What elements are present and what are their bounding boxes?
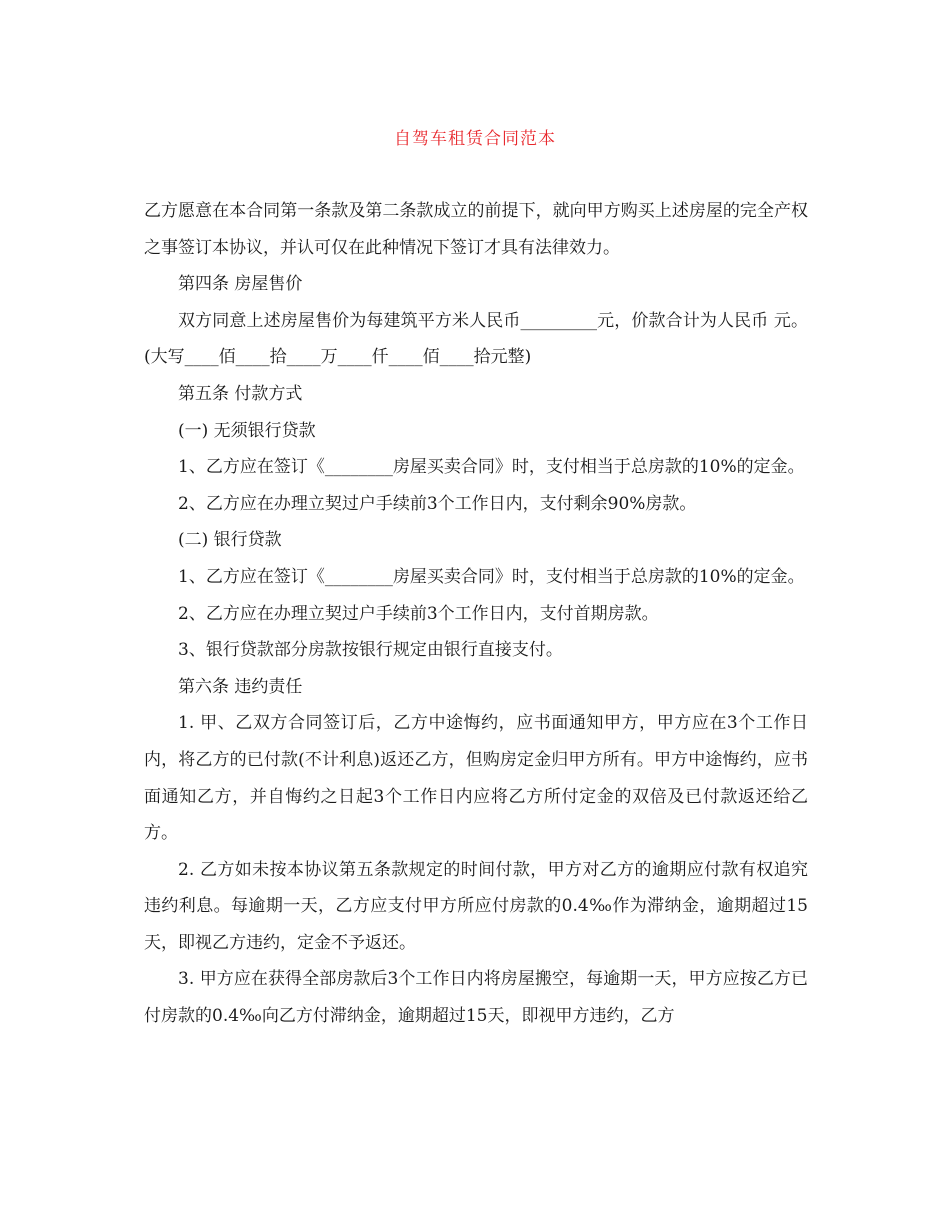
paragraph-breach-3: 3. 甲方应在获得全部房款后3个工作日内将房屋搬空，每逾期一天，甲方应按乙方已付房款的0.4‰向乙方付滞纳金，逾期超过15天，即视甲方违约，乙方 (144, 969, 808, 1027)
article-4-heading: 第四条 房屋售价 (178, 274, 303, 295)
document-title: 自驾车租赁合同范本 (394, 129, 556, 149)
article-6-heading: 第六条 违约责任 (178, 676, 303, 697)
paragraph-loan-2: 2、乙方应在办理立契过户手续前3个工作日内，支付首期房款。 (178, 603, 659, 624)
section-no-loan-heading: (一) 无须银行贷款 (178, 420, 316, 441)
paragraph-breach-2: 2. 乙方如未按本协议第五条款规定的时间付款，甲方对乙方的逾期应付款有权追究违约利息。每逾期一天，乙方应支付甲方所应付房款的0.4‰作为滞纳金，逾期超过15天，即视乙方违约，定金不予返还。 (144, 859, 808, 953)
paragraph-no-loan-2: 2、乙方应在办理立契过户手续前3个工作日内，支付剩余90%房款。 (178, 493, 697, 514)
paragraph-price: 双方同意上述房屋售价为每建筑平方米人民币_________元，价款合计为人民币 元。(大写____佰____拾____万____仟____佰____拾元整) (144, 310, 808, 368)
paragraph-preamble: 乙方愿意在本合同第一条款及第二条款成立的前提下，就向甲方购买上述房屋的完全产权之事签订本协议，并认可仅在此种情况下签订才具有法律效力。 (144, 201, 808, 258)
paragraph-breach-1: 1. 甲、乙双方合同签订后，乙方中途悔约，应书面通知甲方，甲方应在3个工作日内，将乙方的已付款(不计利息)返还乙方，但购房定金归甲方所有。甲方中途悔约，应书面通知乙方，并自悔约之日起3个工作日内应将乙方所付定金的双倍及已付款返还给乙方。 (144, 713, 808, 844)
paragraph-loan-1: 1、乙方应在签订《________房屋买卖合同》时，支付相当于总房款的10%的定金。 (178, 566, 805, 587)
paragraph-loan-3: 3、银行贷款部分房款按银行规定由银行直接支付。 (178, 640, 563, 661)
document-body (144, 193, 808, 1035)
section-loan-heading: (二) 银行贷款 (178, 530, 282, 551)
article-5-heading: 第五条 付款方式 (178, 383, 303, 404)
paragraph-no-loan-1: 1、乙方应在签订《________房屋买卖合同》时，支付相当于总房款的10%的定金。 (178, 457, 805, 478)
